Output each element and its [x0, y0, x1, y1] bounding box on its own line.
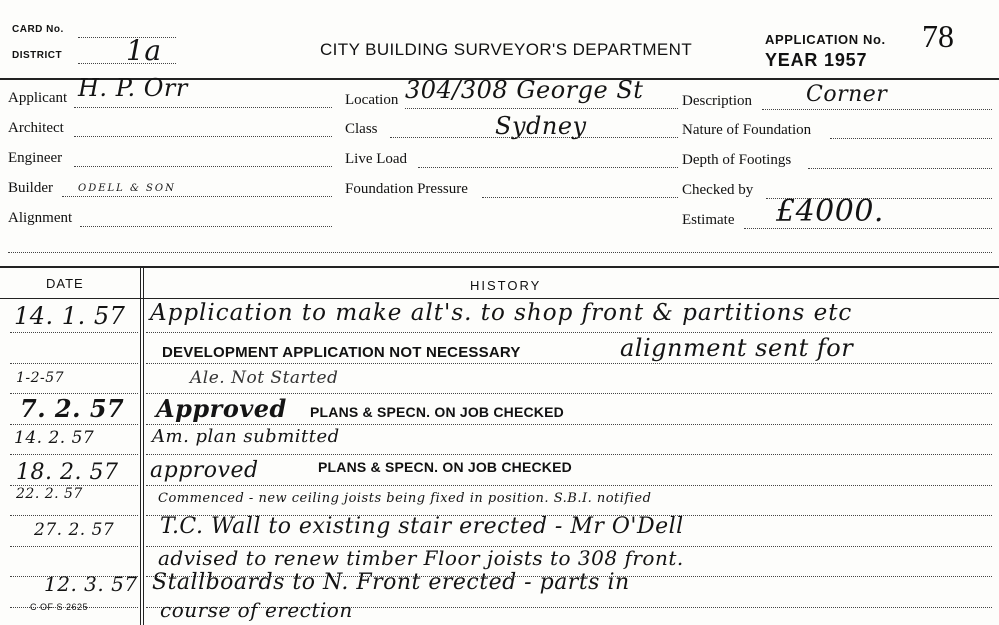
row-extra: alignment sent for: [620, 334, 854, 362]
depth-footings-label: Depth of Footings: [682, 152, 792, 168]
builder-label: Builder: [8, 180, 53, 196]
row-entry: Commenced - new ceiling joists being fixed in position. S.B.I. notified: [158, 491, 652, 506]
foundation-pressure-label: Foundation Pressure: [345, 181, 468, 197]
history-top-rule: [0, 266, 999, 268]
estimate-label: Estimate: [682, 212, 735, 228]
alignment-line: [80, 226, 332, 227]
year-label: YEAR 1957: [765, 50, 868, 70]
architect-label: Architect: [8, 120, 64, 136]
date-column-header: DATE: [46, 276, 84, 291]
row-date: 7. 2. 57: [20, 394, 125, 423]
row-date: 1-2-57: [16, 370, 65, 386]
row-entry: T.C. Wall to existing stair erected - Mr O'Dell: [160, 514, 684, 539]
row-date: 14. 2. 57: [14, 428, 95, 448]
row-date: 22. 2. 57: [16, 486, 83, 502]
location-value: 304/308 George St: [405, 76, 644, 104]
extra-line: [8, 252, 992, 253]
row-entry: Am. plan submitted: [152, 426, 340, 447]
alignment-label: Alignment: [8, 210, 73, 226]
class-label: Class: [345, 121, 378, 137]
row-line: [146, 424, 992, 425]
district-value: 1a: [126, 34, 162, 67]
application-no-value: 78: [922, 18, 954, 54]
engineer-label: Engineer: [8, 150, 63, 166]
date-column-divider: [140, 266, 141, 625]
builder-value: ODELL & SON: [78, 183, 176, 194]
description-value: Corner: [806, 82, 888, 107]
architect-line: [74, 136, 332, 137]
row-date: 14. 1. 57: [14, 302, 126, 330]
date-column-divider-2: [143, 266, 144, 625]
live-load-label: Live Load: [345, 151, 408, 167]
applicant-value: H. P. Orr: [78, 74, 188, 102]
live-load-line: [418, 167, 678, 168]
row-entry: approved: [150, 458, 259, 483]
applicant-label: Applicant: [8, 90, 68, 106]
estimate-value: £4000.: [776, 194, 884, 229]
row-entry: course of erection: [160, 598, 353, 622]
row-line: [10, 546, 138, 547]
row-line: [146, 454, 992, 455]
row-stamp: DEVELOPMENT APPLICATION NOT NECESSARY: [162, 344, 521, 361]
history-column-header: HISTORY: [470, 278, 542, 293]
row-stamp: PLANS & SPECN. ON JOB CHECKED: [310, 404, 564, 420]
row-line: [10, 515, 138, 516]
location-label: Location: [345, 92, 399, 108]
row-date: 27. 2. 57: [34, 520, 115, 540]
row-line: [146, 332, 992, 333]
class-line: [390, 137, 678, 138]
row-line: [146, 363, 992, 364]
foundation-pressure-line: [482, 197, 678, 198]
nature-foundation-line: [830, 138, 992, 139]
engineer-line: [74, 166, 332, 167]
row-date: 18. 2. 57: [16, 460, 119, 485]
builder-line: [62, 196, 332, 197]
row-line: [10, 363, 138, 364]
depth-footings-line: [808, 168, 992, 169]
row-line: [10, 424, 138, 425]
card-no-label: CARD No.: [12, 24, 64, 35]
nature-foundation-label: Nature of Foundation: [682, 122, 812, 138]
row-entry: advised to renew timber Floor joists to 308 front.: [158, 546, 684, 570]
row-line: [10, 332, 138, 333]
application-no-label: APPLICATION No.: [765, 32, 886, 47]
row-entry: Stallboards to N. Front erected - parts in: [152, 570, 630, 595]
description-line: [762, 109, 992, 110]
row-entry: Application to make alt's. to shop front & partitions etc: [150, 300, 853, 326]
history-header-rule: [0, 298, 999, 299]
location-value-2: Sydney: [495, 112, 587, 140]
row-line: [146, 485, 992, 486]
row-line: [10, 454, 138, 455]
row-date: 12. 3. 57: [44, 572, 138, 596]
form-code: C OF S 2625: [30, 602, 89, 612]
checked-by-label: Checked by: [682, 182, 754, 198]
row-stamp: PLANS & SPECN. ON JOB CHECKED: [318, 459, 572, 475]
district-label: DISTRICT: [12, 50, 63, 61]
description-label: Description: [682, 93, 752, 109]
applicant-line: [74, 107, 332, 108]
location-line: [405, 108, 678, 109]
row-entry: Ale. Not Started: [190, 368, 339, 388]
row-entry: Approved: [156, 394, 287, 423]
department-title: CITY BUILDING SURVEYOR'S DEPARTMENT: [320, 40, 693, 59]
